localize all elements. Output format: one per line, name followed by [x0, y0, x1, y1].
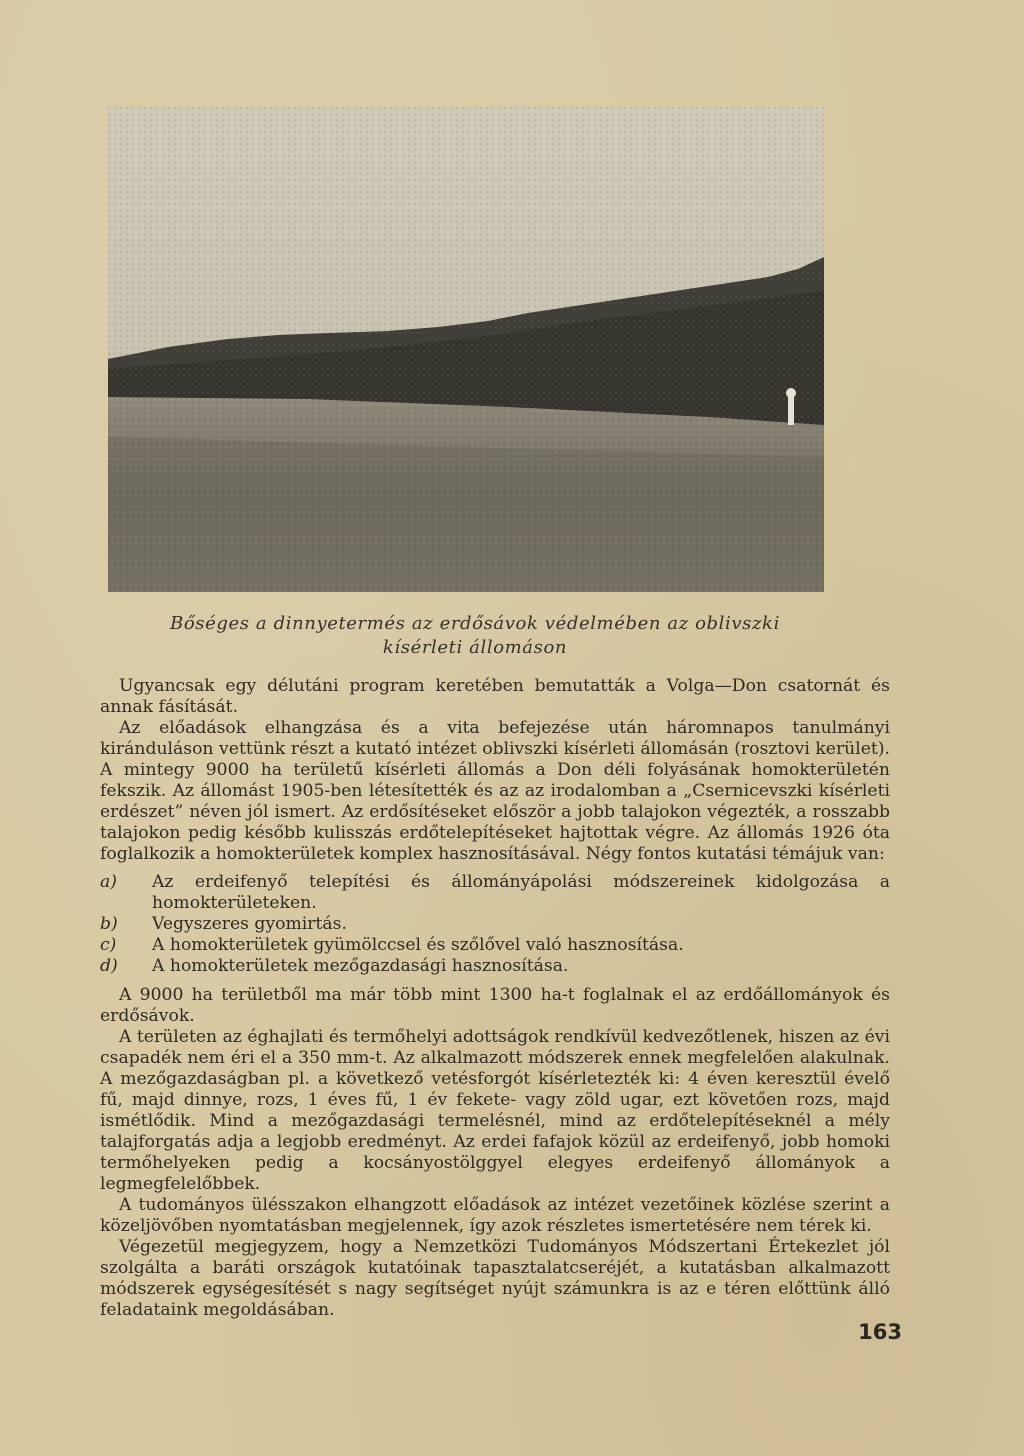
paragraph: Az előadások elhangzása és a vita befejezése után háromnapos tanulmányi kiránduláson vettünk részt a kutató intézet oblivszki kísérleti állomásán (rosztovi kerület). A mintegy 9000 ha területű kísérleti állomás a Don déli folyásának homokterületén fekszik. Az állomást 1905-ben létesítették és az az irodalomban a „Cserniсevszki kísérleti erdészet” néven jól ismert. Az erdősítéseket először a jobb talajokon végezték, a rosszabb talajokon pedig később kulisszás erdőtelepítéseket hajtottak végre. Az állomás 1926 óta foglalkozik a homokterületek komplex hasznosításával. Négy fontos kutatási témájuk van: — [100, 718, 890, 864]
paragraph: A területen az éghajlati és termőhelyi adottságok rendkívül kedvezőtlenek, hiszen az évi csapadék nem éri el a 350 mm-t. Az alkalmazott módszerek ennek megfelelően alakulnak. A mezőgazdaságban pl. a következő vetésforgót kísérletezték ki: 4 éven keresztül évelő fű, majd dinnye, rozs, 1 éves fű, 1 év fekete- vagy zöld ugar, ezt követően rozs, majd ismétlődik. Mind a mezőgazdasági termelésnél, mind az erdőtelepítéseknél a mély talajforgatás adja a legjobb eredményt. Az erdei fafajok közül az erdeifenyő, jobb homoki termőhelyeken pedig a kocsányostölggyel elegyes erdeifenyő állományok a legmegfelelőbbek. — [100, 1027, 890, 1194]
list-item-text: Vegyszeres gyomirtás. — [152, 914, 347, 934]
list-item-marker: a) — [100, 872, 117, 892]
landscape-photo — [108, 107, 824, 592]
photo-caption — [100, 612, 850, 660]
research-topics-list — [100, 872, 890, 977]
list-item — [100, 914, 890, 935]
forest-field-photo-icon — [108, 107, 824, 592]
list-item-marker: b) — [100, 914, 118, 934]
caption-line-2: kísérleti állomáson — [382, 637, 568, 658]
paragraph: Végezetül megjegyzem, hogy a Nemzetközi Tudományos Módszertani Értekezlet jól szolgálta a baráti országok kutatóinak tapasztalatcseréjét, a kutatásban alkalmazott módszerek egységesítését s nagy segítséget nyújt számunkra is az e téren előttünk álló feladataink megoldásában. — [100, 1237, 890, 1320]
list-item-marker: d) — [100, 956, 118, 976]
paragraph: A 9000 ha területből ma már több mint 1300 ha-t foglalnak el az erdőállományok és erdősávok. — [100, 985, 890, 1026]
paragraph: A tudományos ülésszakon elhangzott előadások az intézet vezetőinek közlése szerint a közeljövőben nyomtatásban megjelennek, így azok részletes ismertetésére nem térek ki. — [100, 1195, 890, 1236]
paragraph: Ugyancsak egy délutáni program keretében bemutatták a Volga—Don csatornát és annak fásítását. — [100, 676, 890, 717]
caption-line-1: Bőséges a dinnyetermés az erdősávok védelmében az oblivszki — [170, 613, 780, 634]
list-item — [100, 935, 890, 956]
list-item — [100, 872, 890, 914]
article-body — [100, 676, 890, 1321]
list-item-text: A homokterületek gyümölccsel és szőlővel való hasznosítása. — [152, 935, 684, 955]
list-item-marker: c) — [100, 935, 117, 955]
page-number: 163 — [858, 1320, 902, 1344]
list-item — [100, 956, 890, 977]
list-item-text: Az erdeifenyő telepítési és állományápolási módszereinek kidolgozása a homokterületeken. — [152, 872, 890, 913]
list-item-text: A homokterületek mezőgazdasági hasznosítása. — [152, 956, 569, 976]
